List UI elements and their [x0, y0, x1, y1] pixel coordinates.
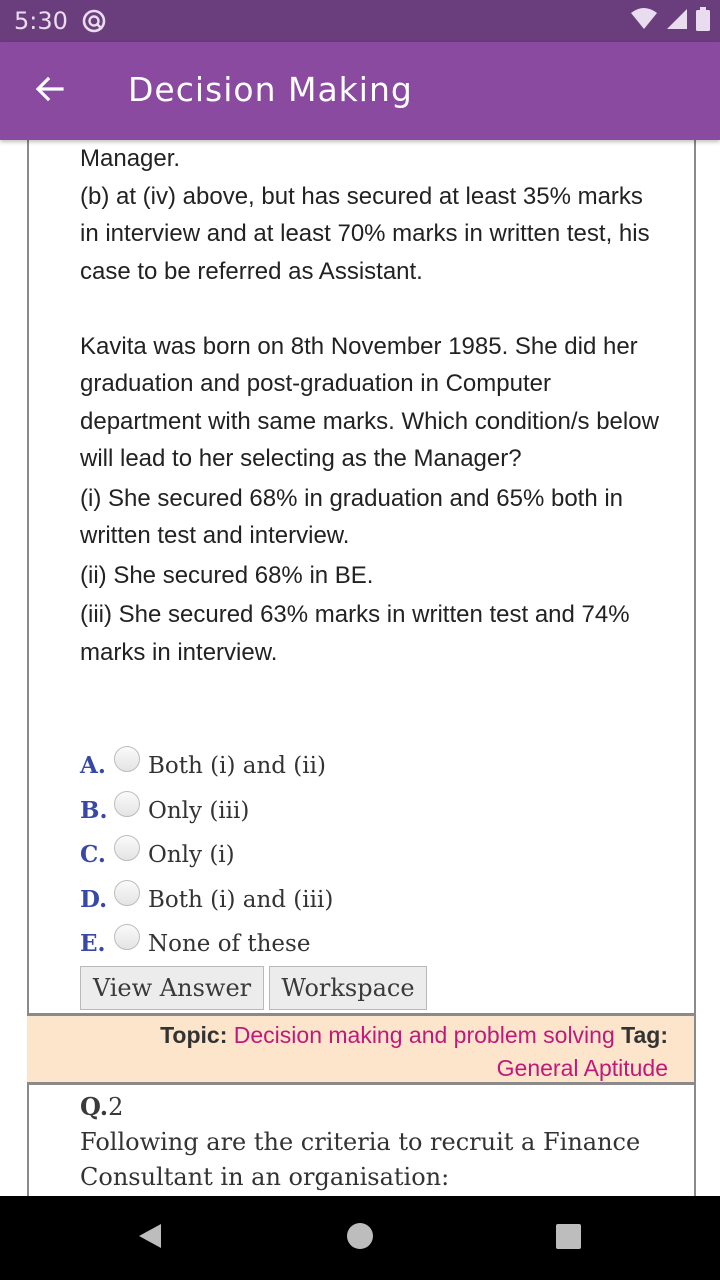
- question-number: [80, 1092, 123, 1121]
- option-label: E.: [80, 930, 106, 957]
- nav-recents-icon: [553, 1221, 583, 1256]
- battery-icon: [696, 7, 710, 36]
- option-text: Both (i) and (ii): [148, 752, 326, 779]
- option-radio[interactable]: [114, 924, 140, 950]
- option-label: A.: [80, 752, 106, 779]
- question-text: [80, 140, 660, 671]
- topic-line: [160, 1022, 668, 1049]
- nav-recents-button[interactable]: [548, 1218, 588, 1258]
- option-radio[interactable]: [114, 791, 140, 817]
- option-text: Only (i): [148, 841, 235, 868]
- view-answer-button[interactable]: View Answer: [80, 966, 264, 1010]
- next-question-text: Following are the criteria to recruit a Finance Consultant in an organisation:: [80, 1128, 641, 1191]
- nav-back-button[interactable]: [130, 1218, 170, 1258]
- option-text: Both (i) and (iii): [148, 886, 334, 913]
- option-b[interactable]: [80, 797, 249, 824]
- question-content[interactable]: [0, 140, 720, 1196]
- signal-icon: [666, 7, 688, 36]
- option-label: C.: [80, 841, 106, 868]
- topic-link[interactable]: Decision making and problem solving: [233, 1022, 615, 1048]
- question-line: (iii) She secured 63% marks in written test and 74% marks in interview.: [80, 601, 630, 666]
- option-text: Only (iii): [148, 797, 250, 824]
- option-label: D.: [80, 886, 108, 913]
- workspace-button[interactable]: Workspace: [269, 966, 427, 1010]
- question-blank-line: [80, 290, 660, 328]
- back-button[interactable]: [22, 64, 76, 118]
- app-bar: [0, 42, 720, 140]
- option-radio[interactable]: [114, 835, 140, 861]
- question-number-value: 2: [108, 1093, 124, 1121]
- question-line: (ii) She secured 68% in BE.: [80, 561, 374, 589]
- question-line: (i) She secured 68% in graduation and 65% both in written test and interview.: [80, 484, 624, 549]
- navigation-bar: [0, 1196, 720, 1280]
- nav-home-icon: [345, 1221, 375, 1256]
- option-e[interactable]: [80, 930, 310, 957]
- status-bar: [0, 0, 720, 42]
- option-radio[interactable]: [114, 880, 140, 906]
- topic-label: Topic:: [160, 1022, 228, 1048]
- question-line: Manager.: [80, 145, 181, 172]
- option-label: B.: [80, 797, 108, 824]
- question-line: Kavita was born on 8th November 1985. She did her graduation and post-graduation in Computer department with same marks. Which condition/s below will lead to her selecting as the Manager?: [80, 332, 659, 472]
- option-radio[interactable]: [114, 746, 140, 772]
- topic-bar: [27, 1013, 694, 1085]
- tag-link[interactable]: General Aptitude: [496, 1055, 668, 1081]
- nav-back-icon: [135, 1221, 165, 1256]
- option-c[interactable]: [80, 841, 235, 868]
- page-title: Decision Making: [128, 70, 413, 109]
- option-d[interactable]: [80, 886, 333, 913]
- question-line: (b) at (iv) above, but has secured at least 35% marks in interview and at least 70% marks in written test, his case to be referred as Assistant.: [80, 182, 650, 285]
- tag-label: Tag:: [621, 1022, 668, 1048]
- status-time: 5:30: [14, 7, 68, 35]
- arrow-back-icon: [34, 74, 64, 109]
- notification-icon: [82, 9, 106, 33]
- wifi-icon: [630, 7, 658, 36]
- question-prefix: Q.: [80, 1092, 109, 1121]
- nav-home-button[interactable]: [340, 1218, 380, 1258]
- tag-line: [497, 1055, 668, 1082]
- option-text: None of these: [148, 930, 311, 957]
- option-a[interactable]: [80, 752, 326, 779]
